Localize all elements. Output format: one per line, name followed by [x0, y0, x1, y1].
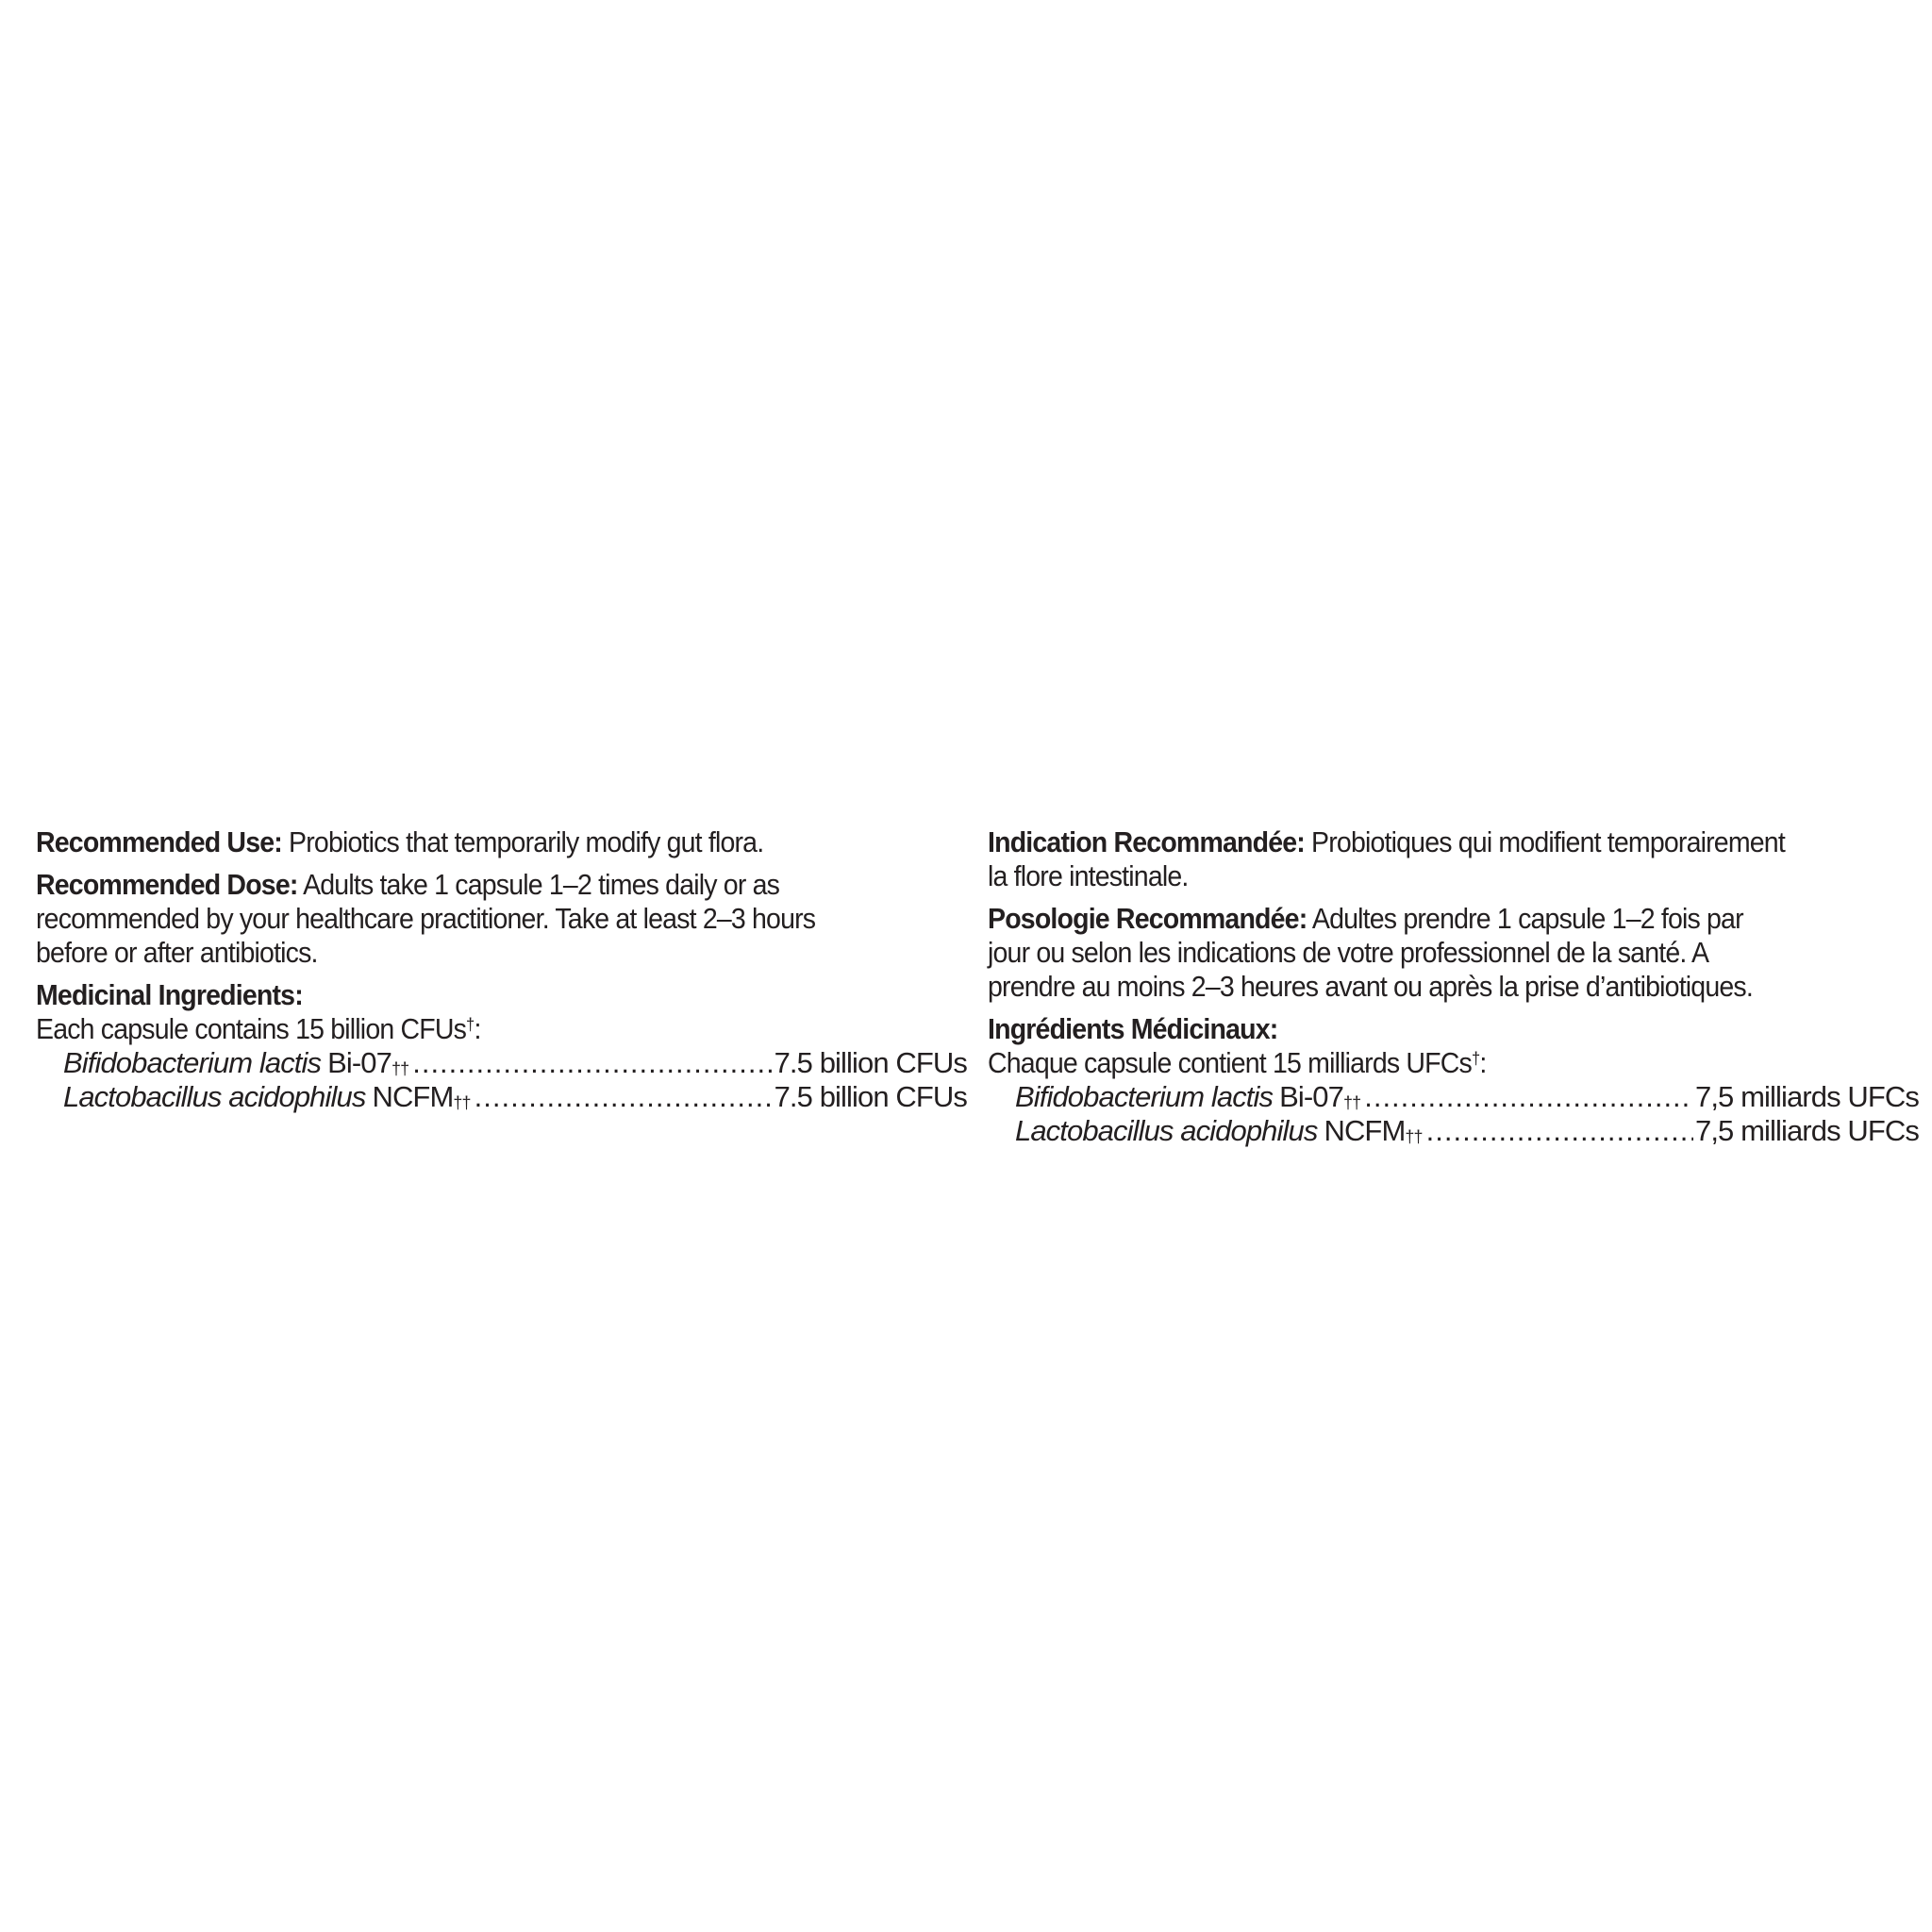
indication-text-line-1: Probiotiques qui modifient temporairement: [1311, 825, 1785, 858]
ingredients-intro-text-fr: Chaque capsule contient 15 milliards UFCs: [988, 1046, 1472, 1079]
ingredient-name: Bifidobacterium lactis: [1015, 1080, 1274, 1113]
ingredient-row: Bifidobacterium lactis Bi-07 †† ..... 7.5 billion CFUs: [36, 1046, 967, 1080]
ingredient-name: Bifidobacterium lactis: [63, 1046, 322, 1079]
recommended-dose-text-line-3: before or after antibiotics.: [36, 936, 318, 969]
recommended-use-section: [36, 825, 941, 859]
ingredient-name: Lactobacillus acidophilus: [1015, 1114, 1318, 1147]
ingredient-amount: 7,5 milliards UFCs: [1694, 1080, 1919, 1113]
dagger-mark: †: [1471, 1048, 1480, 1068]
indication-text-line-2: la flore intestinale.: [988, 859, 1189, 892]
ingredient-row: Lactobacillus acidophilus NCFM †† ..... 7.5 billion CFUs: [36, 1080, 967, 1114]
ingredient-amount: 7,5 milliards UFCs: [1694, 1114, 1919, 1147]
ingredients-medicinaux-section: [988, 1012, 1919, 1148]
recommended-use-text: Probiotics that temporarily modify gut flora.: [289, 825, 764, 858]
ingredient-name: Lactobacillus acidophilus: [63, 1080, 366, 1113]
medicinal-ingredients-section: [36, 978, 967, 1114]
dot-leader: [1364, 1080, 1693, 1114]
ingredients-intro-colon-fr: :: [1479, 1046, 1487, 1079]
posologie-text-line-3: prendre au moins 2–3 heures avant ou après la prise d’antibiotiques.: [988, 970, 1753, 1003]
ingredients-medicinaux-heading: Ingrédients Médicinaux:: [988, 1012, 1278, 1045]
indication-section: [988, 825, 1893, 893]
recommended-dose-section: [36, 868, 941, 970]
french-column: [988, 825, 1919, 1157]
ingredient-row: Bifidobacterium lactis Bi-07 †† ..... 7,5 milliards UFCs: [988, 1080, 1919, 1114]
posologie-text-line-1: Adultes prendre 1 capsule 1–2 fois par: [1311, 902, 1743, 935]
dot-leader: [475, 1080, 773, 1114]
ingredient-strain: NCFM: [372, 1080, 454, 1113]
ingredient-amount: 7.5 billion CFUs: [774, 1080, 967, 1113]
ingredient-amount: 7.5 billion CFUs: [774, 1046, 967, 1079]
product-label-panel: [36, 825, 1919, 1184]
posologie-text-line-2: jour ou selon les indications de votre professionnel de la santé. A: [988, 936, 1709, 969]
ingredients-intro-colon: :: [474, 1012, 481, 1045]
indication-label: Indication Recommandée:: [988, 825, 1305, 858]
recommended-dose-label: Recommended Dose:: [36, 868, 298, 901]
posologie-section: [988, 902, 1893, 1004]
dagger-mark: †: [466, 1014, 475, 1034]
ingredient-strain: NCFM: [1324, 1114, 1406, 1147]
recommended-use-label: Recommended Use:: [36, 825, 282, 858]
ingredient-row: Lactobacillus acidophilus NCFM †† ..... 7,5 milliards UFCs: [988, 1114, 1919, 1148]
dot-leader: [1426, 1114, 1693, 1148]
posologie-label: Posologie Recommandée:: [988, 902, 1307, 935]
ingredient-strain: Bi-07: [327, 1046, 391, 1079]
ingredient-strain: Bi-07: [1279, 1080, 1343, 1113]
medicinal-ingredients-heading: Medicinal Ingredients:: [36, 978, 303, 1011]
recommended-dose-text-line-2: recommended by your healthcare practitioner. Take at least 2–3 hours: [36, 902, 816, 935]
english-column: [36, 825, 967, 1123]
recommended-dose-text-line-1: Adults take 1 capsule 1–2 times daily or as: [303, 868, 780, 901]
dot-leader: [412, 1046, 772, 1080]
ingredients-intro-fr: [988, 1046, 1821, 1080]
ingredients-intro-text: Each capsule contains 15 billion CFUs: [36, 1012, 467, 1045]
ingredients-intro: [36, 1012, 869, 1046]
